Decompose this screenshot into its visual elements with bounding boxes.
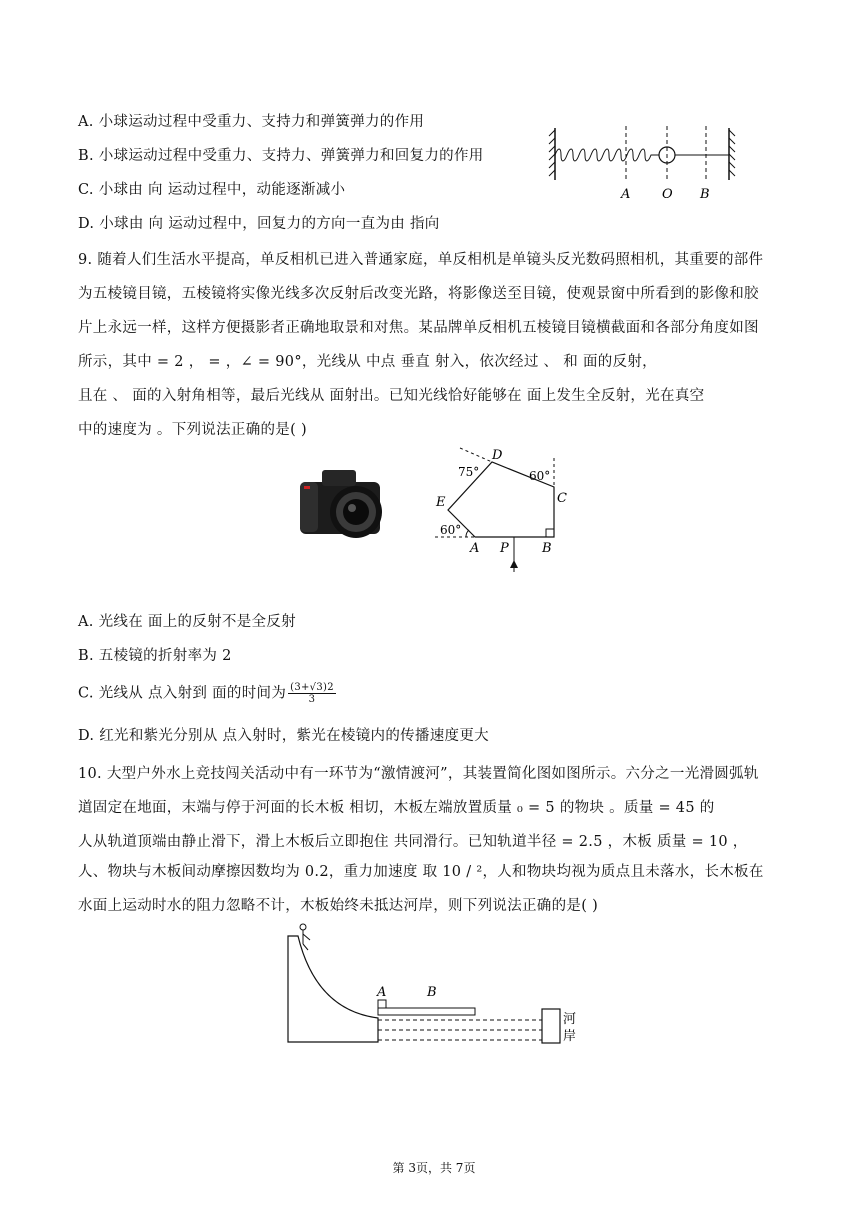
label-e: E (436, 495, 446, 510)
pentaprism-figure (430, 440, 580, 580)
label-angle-d: 75° (458, 465, 480, 479)
q9-option-c-fraction (288, 682, 336, 705)
q9-option-c (78, 682, 336, 705)
q8-option-c: C. 小球由 向 运动过程中，动能逐渐减小 (78, 182, 346, 198)
label-a: A (621, 187, 631, 202)
q8-option-a: A. 小球运动过程中受重力、支持力和弹簧弹力的作用 (78, 114, 425, 130)
river-crossing-figure (280, 920, 600, 1050)
label-a: A (377, 985, 387, 1000)
q9-option-a: A. 光线在 面上的反射不是全反射 (78, 614, 296, 630)
q8-option-d: D. 小球由 向 运动过程中，回复力的方向一直为由 指向 (78, 216, 440, 232)
q9-line-5: 且在 、 面的入射角相等，最后光线从 面射出。已知光线恰好能够在 面上发生全反射，光在真空 (78, 388, 705, 404)
q10-line-4: 人、物块与木板间动摩擦因数均为 0.2，重力加速度 取 10 / ²，人和物块均视为质点且未落水，长木板在 (78, 864, 764, 880)
q8-option-b: B. 小球运动过程中受重力、支持力、弹簧弹力和回复力的作用 (78, 148, 484, 164)
q10-line-5: 水面上运动时水的阻力忽略不计，木板始终未抵达河岸，则下列说法正确的是( ) (78, 898, 599, 914)
q9-option-d: D. 红光和紫光分别从 点入射时，紫光在棱镜内的传播速度更大 (78, 728, 489, 744)
label-d: D (492, 448, 503, 463)
q9-line-3: 片上永远一样，这样方便摄影者正确地取景和对焦。某品牌单反相机五棱镜目镜横截面和各部分角度如图 (78, 320, 759, 336)
q10-line-3: 人从轨道顶端由静止滑下，滑上木板后立即抱住 共同滑行。已知轨道半径 = 2.5 ，木板 质量 = 10 ， (78, 834, 748, 850)
fraction-numerator: (3+√3)2 (290, 682, 334, 693)
q10-line-1: 10. 大型户外水上竞技闯关活动中有一环节为“激情渡河”，其装置简化图如图所示。六分之一光滑圆弧轨 (78, 766, 759, 782)
label-p: P (500, 541, 509, 556)
q9-line-6: 中的速度为 。下列说法正确的是( ) (78, 422, 307, 438)
label-o: O (662, 187, 673, 202)
label-river: 河 (563, 1012, 577, 1027)
spring-oscillator-figure (545, 120, 745, 205)
label-a: A (470, 541, 480, 556)
label-angle-c: 60° (529, 469, 551, 483)
camera-image (296, 462, 396, 542)
page-footer: 第 3页，共 7页 (392, 1161, 476, 1175)
fraction-denominator: 3 (308, 694, 316, 705)
label-b: B (700, 187, 710, 202)
label-b: B (427, 985, 437, 1000)
q10-line-2: 道固定在地面，末端与停于河面的长木板 相切，木板左端放置质量 ₀ = 5 的物块 。质量 = 45 的 (78, 800, 715, 816)
label-c: C (557, 491, 567, 506)
label-b: B (542, 541, 552, 556)
q9-option-c-text: C. 光线从 点入射到 面的时间为 (78, 685, 287, 702)
q9-line-4: 所示，其中 = 2 ， = ，∠ = 90°，光线从 中点 垂直 射入，依次经过 、 和 面的反射， (78, 354, 657, 370)
q9-option-b: B. 五棱镜的折射率为 2 (78, 648, 232, 664)
label-angle-a: 60° (440, 523, 462, 537)
q9-line-1: 9. 随着人们生活水平提高，单反相机已进入普通家庭，单反相机是单镜头反光数码照相机，其重要的部件 (78, 252, 764, 268)
label-bank: 岸 (563, 1029, 577, 1044)
q9-line-2: 为五棱镜目镜，五棱镜将实像光线多次反射后改变光路，将影像送至目镜，使观景窗中所看到的影像和胶 (78, 286, 759, 302)
